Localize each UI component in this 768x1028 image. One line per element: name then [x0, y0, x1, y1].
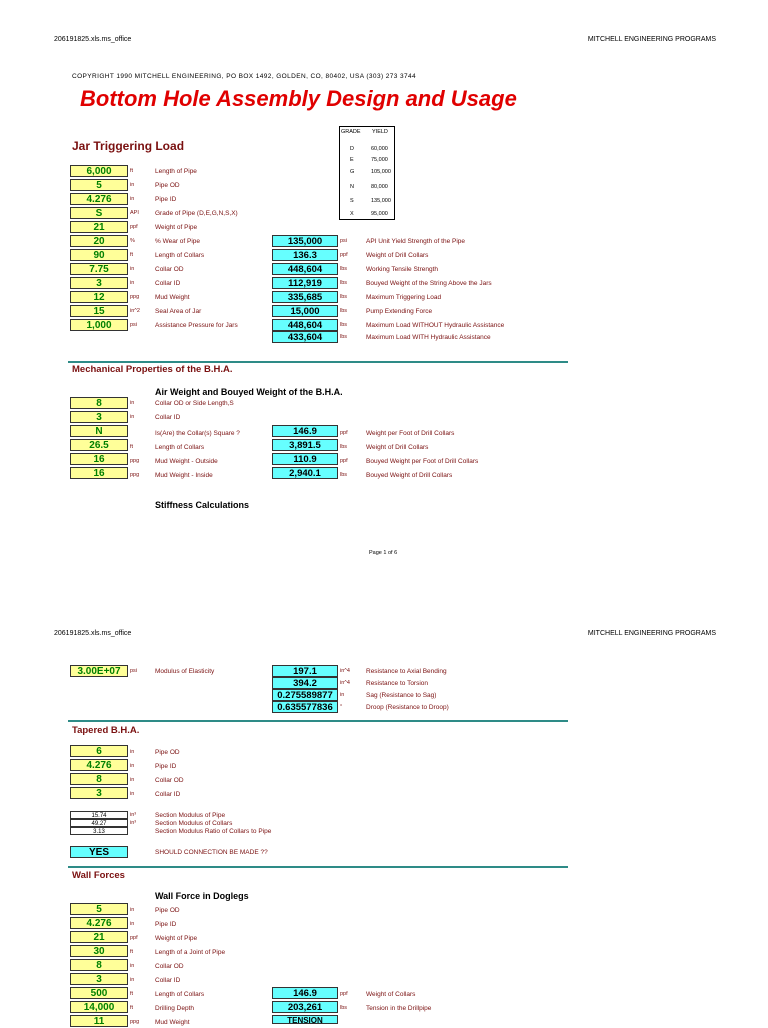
wall-collar-od-input[interactable]: 8 [70, 959, 128, 971]
mech-mud-inside-input[interactable]: 16 [70, 467, 128, 479]
output-label: Bouyed Weight of the String Above the Jars [366, 280, 492, 287]
unit: ppg [130, 1019, 140, 1025]
unit: ft [130, 444, 134, 450]
unit: ft [130, 991, 134, 997]
grade-cell: X [350, 211, 354, 217]
section-modulus-ratio: 3.13 [70, 827, 128, 835]
tapered-pipe-id-input[interactable]: 4.276 [70, 759, 128, 771]
input-label: Collar ID [155, 977, 181, 984]
input-label: Pipe OD [155, 749, 180, 756]
output-value: 135,000 [272, 235, 338, 247]
grade-cell: D [350, 146, 354, 152]
unit: in [130, 977, 135, 983]
output-value: 136.3 [272, 249, 338, 261]
output-label: Resistance to Torsion [366, 680, 429, 687]
unit: ppg [130, 294, 140, 300]
output-value: 146.9 [272, 425, 338, 437]
output-value: 335,685 [272, 291, 338, 303]
mech-mud-outside-input[interactable]: 16 [70, 453, 128, 465]
unit: in^4 [340, 668, 350, 674]
wall-heading: Wall Forces [72, 870, 125, 881]
tension-status: TENSION [272, 1015, 338, 1024]
tapered-collar-id-input[interactable]: 3 [70, 787, 128, 799]
yield-cell: 80,000 [371, 184, 388, 190]
tapered-collar-od-input[interactable]: 8 [70, 773, 128, 785]
input-label: Collar OD [155, 266, 184, 273]
output-label: Sag (Resistance to Sag) [366, 692, 437, 699]
output-label: Weight of Drill Collars [366, 444, 429, 451]
grade-header: GRADE [341, 129, 361, 135]
section-divider [68, 361, 568, 363]
pipe-grade-input[interactable]: S [70, 207, 128, 219]
tapered-pipe-od-input[interactable]: 6 [70, 745, 128, 757]
pipe-weight-input[interactable]: 21 [70, 221, 128, 233]
yield-cell: 75,000 [371, 157, 388, 163]
input-label: Collar ID [155, 280, 181, 287]
collar-length-input[interactable]: 90 [70, 249, 128, 261]
output-value: 394.2 [272, 677, 338, 689]
unit: ppf [340, 252, 348, 258]
input-label: Pipe ID [155, 763, 177, 770]
yield-cell: 105,000 [371, 169, 391, 175]
unit: in [130, 182, 135, 188]
unit: in [130, 963, 135, 969]
output-value: 448,604 [272, 263, 338, 275]
page-number: Page 1 of 6 [369, 550, 398, 556]
input-label: Length of Collars [155, 991, 205, 998]
unit: in [130, 763, 135, 769]
unit: in [130, 280, 135, 286]
yield-header: YIELD [372, 129, 388, 135]
output-label: Weight of Drill Collars [366, 252, 429, 259]
pipe-od-input[interactable]: 5 [70, 179, 128, 191]
pipe-id-input[interactable]: 4.276 [70, 193, 128, 205]
yield-cell: 95,000 [371, 211, 388, 217]
unit: in [130, 907, 135, 913]
input-label: Length of Collars [155, 444, 205, 451]
seal-area-input[interactable]: 15 [70, 305, 128, 317]
pipe-wear-input[interactable]: 20 [70, 235, 128, 247]
input-label: Collar OD [155, 777, 184, 784]
unit: in [130, 921, 135, 927]
output-value: 0.275589877 [272, 689, 338, 701]
output-label: Maximum Load WITHOUT Hydraulic Assistance [366, 322, 505, 329]
input-label: Pipe OD [155, 907, 180, 914]
output-value: 112,919 [272, 277, 338, 289]
unit: ppg [130, 472, 140, 478]
unit: in [130, 414, 135, 420]
input-label: Seal Area of Jar [155, 308, 202, 315]
unit: % [130, 238, 135, 244]
wall-collar-length-input[interactable]: 500 [70, 987, 128, 999]
unit: in [340, 692, 345, 698]
jar-heading: Jar Triggering Load [72, 139, 185, 153]
wall-joint-length-input[interactable]: 30 [70, 945, 128, 957]
stiffness-heading: Stiffness Calculations [155, 500, 250, 510]
output-value: 203,261 [272, 1001, 338, 1013]
file-name: 206191825.xls.ms_office [54, 36, 132, 43]
input-label: Mud Weight - Inside [155, 472, 213, 479]
grade-cell: G [350, 169, 355, 175]
output-label: Resistance to Axial Bending [366, 668, 447, 675]
section-modulus-collars: 49.27 [70, 819, 128, 827]
mech-subheading: Air Weight and Bouyed Weight of the B.H.A. [155, 387, 343, 397]
output-label: Tension in the Drillpipe [366, 1005, 432, 1012]
input-label: Assistance Pressure for Jars [155, 322, 238, 329]
mech-square-input[interactable]: N [70, 425, 128, 437]
yield-cell: 60,000 [371, 146, 388, 152]
tapered-heading: Tapered B.H.A. [72, 725, 140, 736]
collar-od-input[interactable]: 7.75 [70, 263, 128, 275]
output-label: Weight per Foot of Drill Collars [366, 430, 455, 437]
output-value: 2,940.1 [272, 467, 338, 479]
output-label: Bouyed Weight per Foot of Drill Collars [366, 458, 479, 465]
input-label: Modulus of Elasticity [155, 668, 215, 675]
mech-heading: Mechanical Properties of the B.H.A. [72, 364, 233, 375]
input-label: Section Modulus Ratio of Collars to Pipe [155, 828, 272, 835]
connection-result: YES [70, 846, 128, 858]
input-label: Collar OD or Side Length,S [155, 400, 234, 407]
assist-pressure-input[interactable]: 1,000 [70, 319, 128, 331]
unit: ppf [340, 458, 348, 464]
unit: ppg [130, 458, 140, 464]
company-name: MITCHELL ENGINEERING PROGRAMS [587, 36, 716, 43]
input-label: Collar ID [155, 414, 181, 421]
input-label: Section Modulus of Collars [155, 820, 233, 827]
unit: in [130, 400, 135, 406]
unit: ppf [340, 991, 348, 997]
grade-cell: N [350, 184, 354, 190]
input-label: Pipe ID [155, 921, 177, 928]
unit: ft [130, 252, 134, 258]
output-label: Maximum Load WITH Hydraulic Assistance [366, 334, 491, 341]
unit: psi [130, 668, 138, 674]
section-divider [68, 866, 568, 868]
copyright: COPYRIGHT 1990 MITCHELL ENGINEERING, PO BOX 1492, GOLDEN, CO, 80402, USA (303) 273 3744 [72, 73, 417, 80]
input-label: Grade of Pipe (D,E,G,N,S,X) [155, 210, 238, 217]
output-value: 448,604 [272, 319, 338, 331]
unit: ft [130, 168, 134, 174]
input-label: Mud Weight [155, 1019, 190, 1026]
yield-cell: 135,000 [371, 198, 391, 204]
unit: ft [130, 1005, 134, 1011]
unit: lbs [340, 334, 348, 340]
grade-cell: E [350, 157, 354, 163]
wall-collar-id-input[interactable]: 3 [70, 973, 128, 985]
unit: in [130, 777, 135, 783]
unit: API [130, 210, 139, 216]
input-label: Weight of Pipe [155, 935, 198, 942]
unit: ppf [130, 224, 138, 230]
mech-collar-length-input[interactable]: 26.5 [70, 439, 128, 451]
output-label: Pump Extending Force [366, 308, 433, 315]
unit: lbs [340, 1005, 348, 1011]
unit: in [130, 749, 135, 755]
output-value: 146.9 [272, 987, 338, 999]
wall-pipe-weight-input[interactable]: 21 [70, 931, 128, 943]
unit: lbs [340, 280, 348, 286]
collar-id-input[interactable]: 3 [70, 277, 128, 289]
output-value: 15,000 [272, 305, 338, 317]
unit: ppf [130, 935, 138, 941]
input-label: Mud Weight - Outside [155, 458, 218, 465]
input-label: Weight of Pipe [155, 224, 198, 231]
input-label: Length of a Joint of Pipe [155, 949, 226, 956]
unit: in^2 [130, 308, 140, 314]
unit: psi [340, 238, 348, 244]
wall-mud-weight-input[interactable]: 11 [70, 1015, 128, 1027]
unit: ppf [340, 430, 348, 436]
wall-pipe-od-input[interactable]: 5 [70, 903, 128, 915]
unit: in³ [130, 820, 137, 826]
unit: lbs [340, 322, 348, 328]
output-value: 3,891.5 [272, 439, 338, 451]
output-value: 0.635577836 [272, 701, 338, 713]
grade-cell: S [350, 198, 354, 204]
input-label: % Wear of Pipe [155, 238, 201, 245]
unit: lbs [340, 308, 348, 314]
input-label: Length of Collars [155, 252, 205, 259]
output-label: Bouyed Weight of Drill Collars [366, 472, 453, 479]
unit: lbs [340, 472, 348, 478]
unit: in [130, 791, 135, 797]
wall-pipe-id-input[interactable]: 4.276 [70, 917, 128, 929]
wall-depth-input[interactable]: 14,000 [70, 1001, 128, 1013]
page-title: Bottom Hole Assembly Design and Usage [80, 86, 517, 111]
output-label: Working Tensile Strength [366, 266, 439, 273]
unit: in [130, 196, 135, 202]
input-label: Collar OD [155, 963, 184, 970]
unit: in^4 [340, 680, 350, 686]
input-label: Is(Are) the Collar(s) Square ? [155, 430, 240, 437]
file-name: 206191825.xls.ms_office [54, 630, 132, 637]
unit: lbs [340, 444, 348, 450]
section-modulus-pipe: 15.74 [70, 811, 128, 819]
grade-table [339, 126, 395, 220]
unit: in³ [130, 812, 137, 818]
wall-subheading: Wall Force in Doglegs [155, 891, 249, 901]
output-value: 197.1 [272, 665, 338, 677]
unit: ° [340, 704, 343, 710]
input-label: Pipe OD [155, 182, 180, 189]
output-label: API Unit Yield Strength of the Pipe [366, 238, 466, 245]
output-label: Droop (Resistance to Droop) [366, 704, 449, 711]
mech-collar-od-input[interactable]: 8 [70, 397, 128, 409]
input-label: Collar ID [155, 791, 181, 798]
input-label: Section Modulus of Pipe [155, 812, 226, 819]
input-label: Pipe ID [155, 196, 177, 203]
output-value: 110.9 [272, 453, 338, 465]
unit: in [130, 266, 135, 272]
mech-collar-id-input[interactable]: 3 [70, 411, 128, 423]
input-label: Mud Weight [155, 294, 190, 301]
output-value: 433,604 [272, 331, 338, 343]
modulus-input[interactable]: 3.00E+07 [70, 665, 128, 677]
section-divider [68, 720, 568, 722]
unit: lbs [340, 266, 348, 272]
input-label: Length of Pipe [155, 168, 197, 175]
company-name: MITCHELL ENGINEERING PROGRAMS [587, 630, 716, 637]
output-label: Maximum Triggering Load [366, 294, 442, 301]
output-label: Weight of Collars [366, 991, 416, 998]
input-label: Drilling Depth [155, 1005, 195, 1012]
result-label: SHOULD CONNECTION BE MADE ?? [155, 849, 268, 856]
mud-weight-input[interactable]: 12 [70, 291, 128, 303]
unit: psi [130, 322, 138, 328]
unit: ft [130, 949, 134, 955]
unit: lbs [340, 294, 348, 300]
pipe-length-input[interactable]: 6,000 [70, 165, 128, 177]
